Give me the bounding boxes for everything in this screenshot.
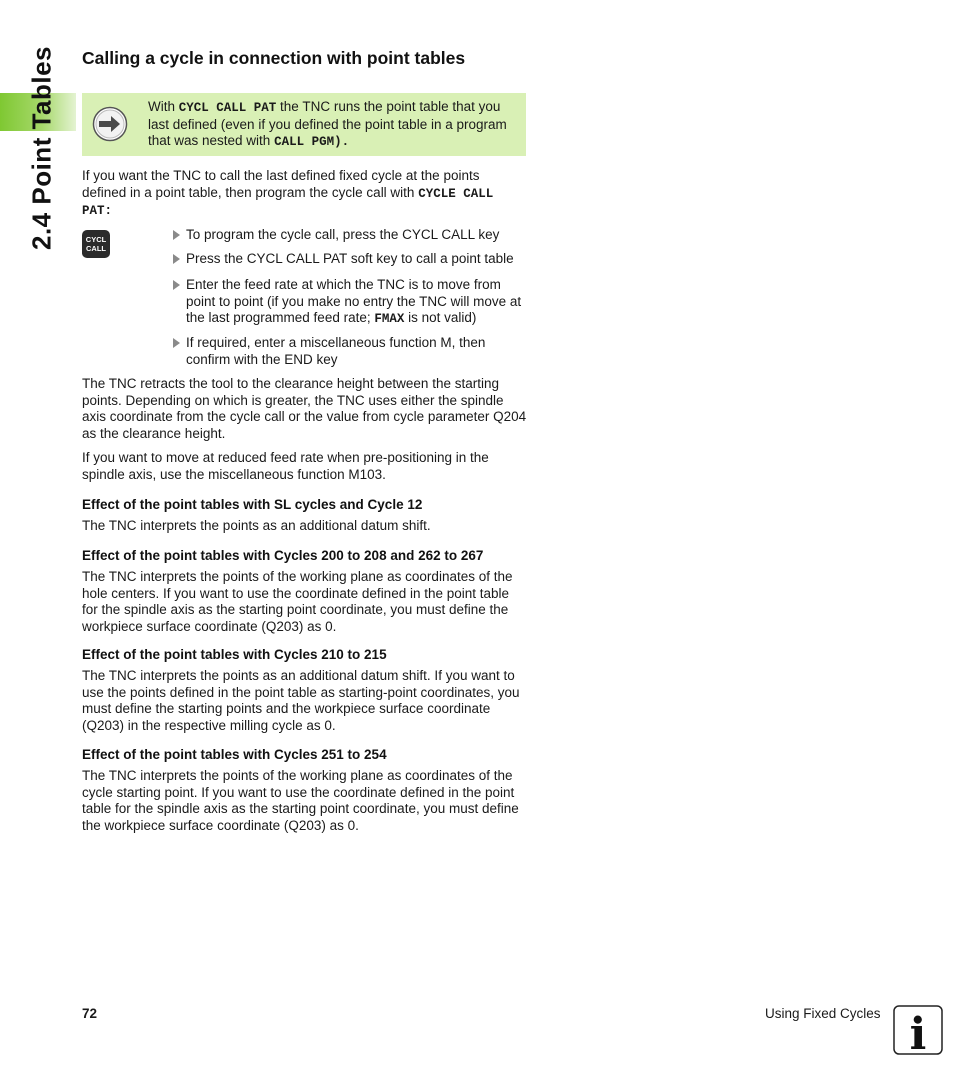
step-code-fmax: FMAX [374, 312, 405, 326]
section-heading: Calling a cycle in connection with point tables [82, 48, 466, 68]
step-text: To program the cycle call, press the CYCL CALL key [186, 227, 500, 242]
intro-paragraph [82, 168, 527, 220]
subsection-body: The TNC interprets the points of the working plane as coordinates of the cycle starting point. If you want to use the coordinate defined in the point table for the spindle axis as the starting point coordinate, you must define the workpiece surface coordinate (Q203) as 0. [82, 768, 519, 833]
step-text-part: Enter the feed rate at which the TNC is to move from point to point (if you make no entry the TNC will move at the last programmed feed rate; [186, 277, 522, 325]
note-code-cycl-call-pat: CYCL CALL PAT [178, 101, 277, 115]
chapter-side-title-text: 2.4 Point Tables [26, 45, 57, 250]
footer-chapter-title: Using Fixed Cycles [765, 1006, 881, 1021]
note-text-part: With [148, 99, 179, 114]
intro-code: CYCLE CALL PAT: [82, 186, 494, 218]
step-text [173, 277, 529, 328]
note-box [82, 93, 526, 156]
subsection-body: The TNC interprets the points as an additional datum shift. If you want to use the points defined in the point table as starting-point coordinates, you must define the starting points and the workpiece surface coordinate (Q203) in the respective milling cycle as 0. [82, 668, 520, 733]
subsection-body: The TNC interprets the points as an additional datum shift. [82, 518, 431, 533]
step-text: Press the CYCL CALL PAT soft key to call a point table [186, 251, 514, 266]
triangle-bullet-icon [173, 280, 180, 290]
info-icon-glyph: i [909, 1009, 927, 1055]
cycl-call-key-icon [82, 230, 110, 258]
subsection-heading: Effect of the point tables with Cycles 200 to 208 and 262 to 267 [82, 548, 484, 563]
info-icon [893, 1005, 943, 1055]
step-text: If required, enter a miscellaneous function M, then confirm with the END key [186, 335, 486, 367]
subsection-heading: Effect of the point tables with Cycles 210 to 215 [82, 647, 387, 662]
triangle-bullet-icon [173, 230, 180, 240]
chapter-side-title [22, 45, 62, 250]
key-label-line2: CALL [86, 244, 106, 253]
triangle-bullet-icon [173, 338, 180, 348]
key-label-line1: CYCL [85, 235, 107, 244]
page-number: 72 [82, 1006, 98, 1021]
arrow-right-icon [92, 106, 128, 142]
triangle-bullet-icon [173, 254, 180, 264]
subsection-heading: Effect of the point tables with Cycles 251 to 254 [82, 747, 387, 762]
subsection-heading: Effect of the point tables with SL cycles and Cycle 12 [82, 497, 423, 512]
subsection-body: The TNC interprets the points of the working plane as coordinates of the hole centers. If you want to use the coordinate defined in the point table for the spindle axis as the starting point coordinate, you must define the workpiece surface coordinate (Q203) as 0. [82, 569, 513, 634]
note-code-call-pgm: CALL PGM). [274, 135, 350, 149]
step-item [173, 277, 529, 328]
step-item [173, 251, 529, 268]
intro-text: If you want the TNC to call the last defined fixed cycle at the points defined in a point table, then program the cycle call with [82, 168, 480, 200]
retract-paragraph: The TNC retracts the tool to the clearance height between the starting points. Depending on which is greater, the TNC uses either the spindle axis coordinate from the cycle call or the value from cycle parameter Q204 as the clearance height. [82, 376, 527, 441]
step-item [173, 335, 529, 368]
step-item [173, 227, 529, 244]
note-text-part: the TNC runs the point table that you last defined (even if you defined the point table in a program that was nested with [148, 99, 507, 148]
step-text-part: is not valid) [404, 310, 477, 325]
reduced-feed-paragraph: If you want to move at reduced feed rate when pre-positioning in the spindle axis, use the miscellaneous function M103. [82, 450, 489, 482]
note-text [148, 99, 520, 151]
